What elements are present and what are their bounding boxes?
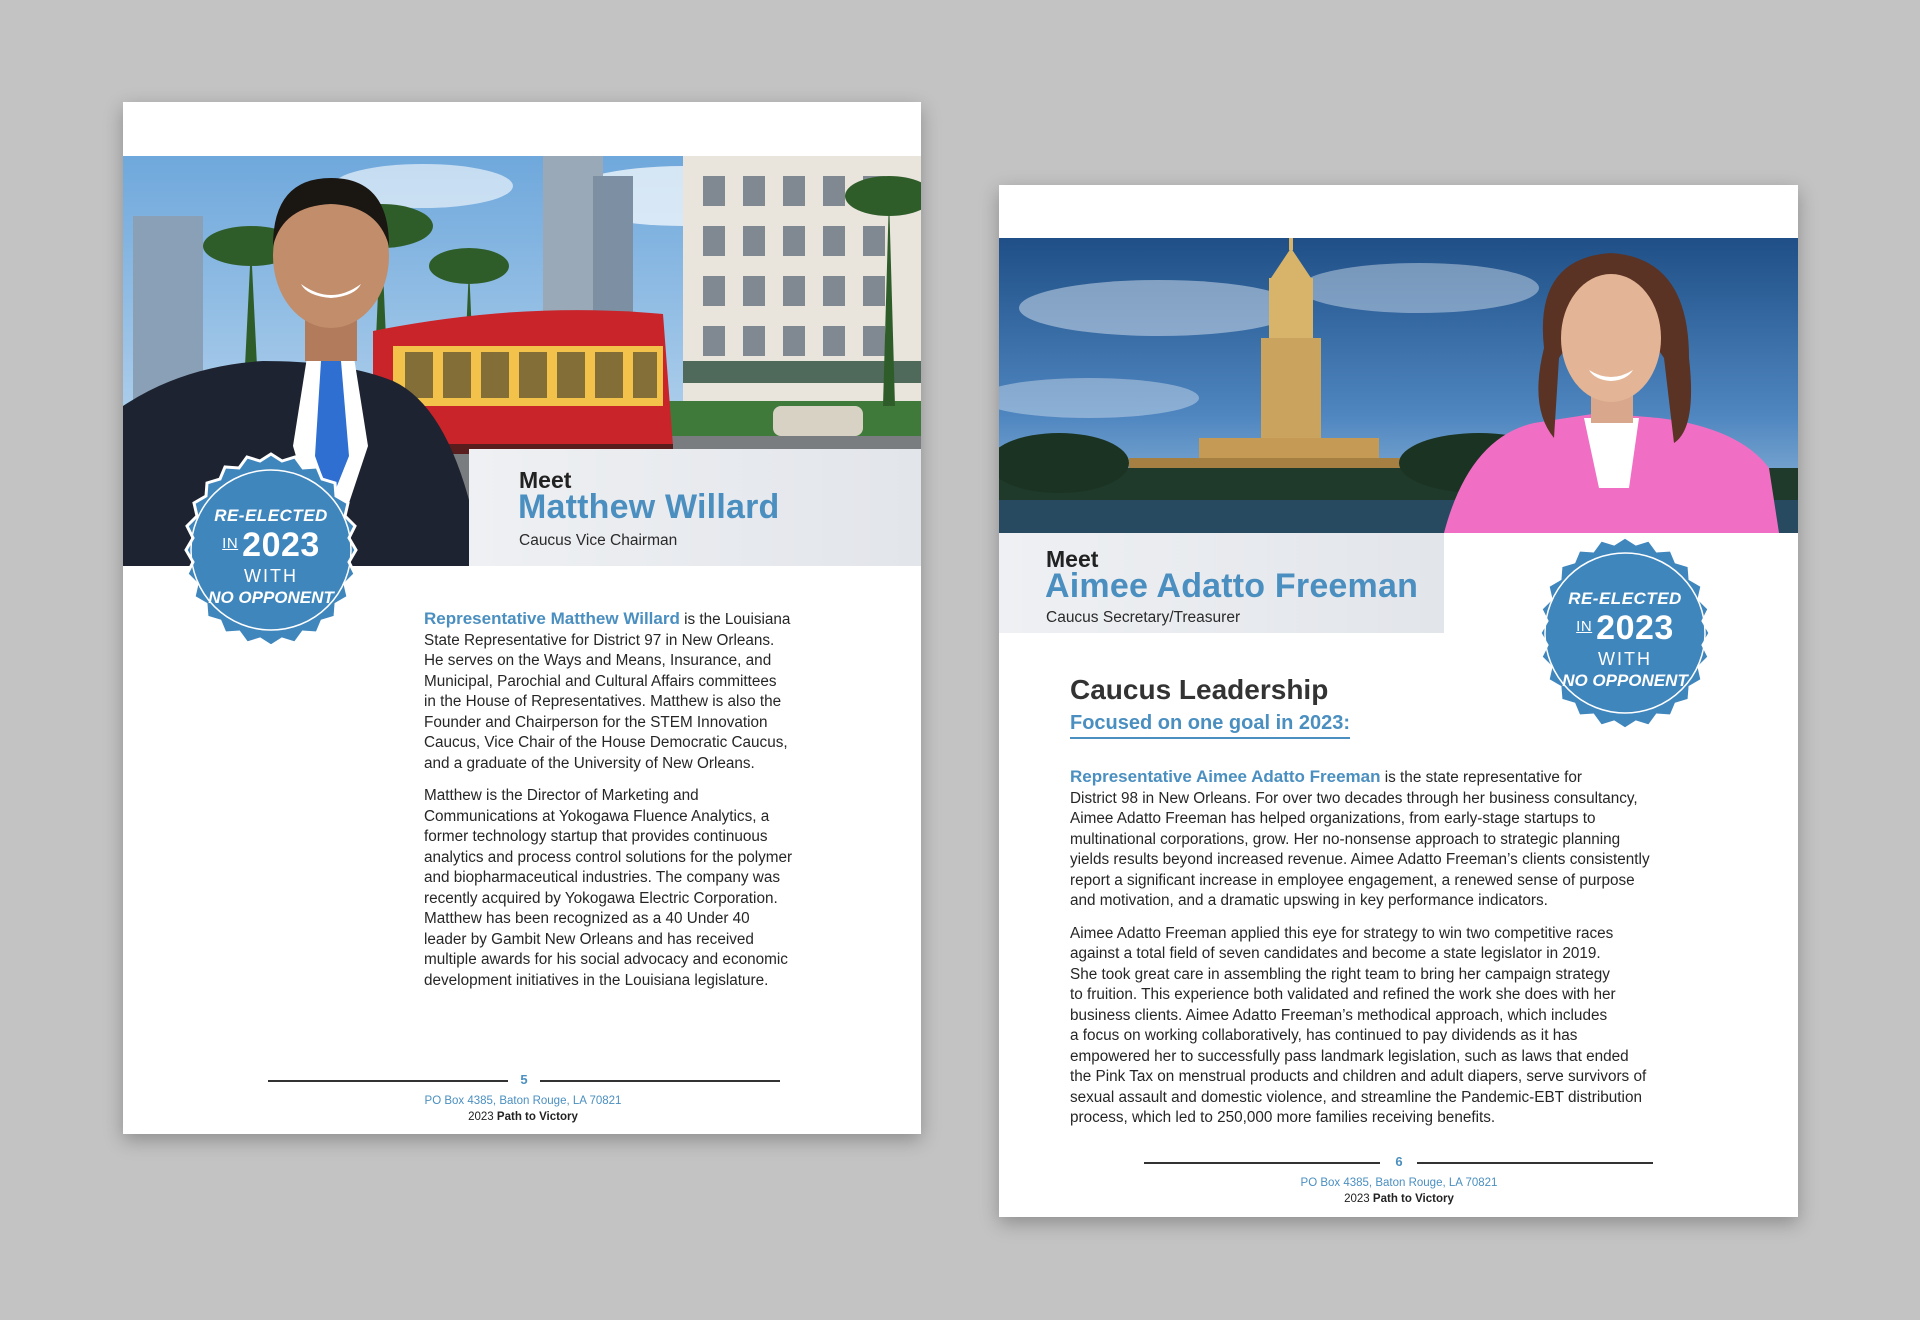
bio-paragraph-2: Aimee Adatto Freeman applied this eye for strategy to win two competitive races against a total field of seven candidates and become a state legislator in 2019. She took great care in assembling the right team to bring her campaign strategy to fruition. This experience both validated and refined the work she does with her business clients. Aimee Adatto Freeman’s methodical approach, which includes a focus on working collaboratively, has continued to pay dividends as it has empowered her to successfully pass landmark legislation, such as laws that ended the Pink Tax on menstrual products and children and adult diapers, serve survivors of sexual assault and domestic violence, and streamline the Pandemic-EBT distribution process, which led to 250,000 more families receiving benefits. (1070, 924, 1647, 1126)
representative-role: Caucus Secretary/Treasurer (1046, 609, 1241, 626)
footer-rule-right (1417, 1162, 1653, 1164)
bio-paragraph-2: Matthew is the Director of Marketing and Communications at Yokogawa Fluence Analytics, a former technology startup that provides continuous analytics and process control solutions for the polymer and biopharmaceutical industries. The company was recently acquired by Yokogawa Electric Corporation. Matthew has been recognized as a 40 Under 40 leader by Gambit New Orleans and has received multiple awards for his social advocacy and economic development initiatives in the Louisiana legislature. (424, 787, 793, 989)
section-subheading: Focused on one goal in 2023: (1070, 712, 1350, 739)
bio-paragraph-1: Representative Aimee Adatto Freeman is the state representative for District 98 in New Orleans. For over two decades through her business consultancy, Aimee Adatto Freeman has helped organizations, from early-stage startups to multinational corporations, grow. Her no-nonsense approach to strategic planning yields results beyond increased revenue. Aimee Adatto Freeman’s clients consistently report a significant increase in employee engagement, a renewed sense of purpose and motivation, and a dramatic upswing in key performance indicators. (1070, 767, 1650, 909)
bio-lead-name: Representative Aimee Adatto Freeman (1070, 767, 1381, 786)
badge-year-row (1527, 609, 1723, 648)
bio-paragraph-1: Representative Matthew Willard is the Louisiana State Representative for District 97 in New Orleans. He serves on the Ways and Means, Insurance, and Municipal, Parochial and Cultural Affairs committees in the House of Representatives. Matthew is also the Founder and Chairperson for the STEM Innovation Caucus, Vice Chair of the House Democratic Caucus, and a graduate of the University of New Orleans. (424, 609, 791, 772)
badge-in-text: IN (222, 535, 239, 552)
badge-reelected-text: RE-ELECTED (1568, 589, 1682, 608)
meet-label: Meet (1046, 546, 1099, 572)
footer-address: PO Box 4385, Baton Rouge, LA 70821 (1300, 1177, 1498, 1189)
representative-role: Caucus Vice Chairman (519, 532, 678, 549)
page-number: 6 (1395, 1154, 1403, 1169)
page-number: 5 (520, 1072, 528, 1087)
brochure-page-6 (999, 185, 1798, 1217)
hero-photo-louisiana-capitol (999, 238, 1798, 533)
bio-lead-name: Representative Matthew Willard (424, 609, 680, 628)
badge-with-text: WITH (244, 566, 298, 586)
badge-no-opponent-text: NO OPPONENT (1562, 671, 1688, 690)
re-elected-badge (1527, 535, 1723, 731)
footer-address: PO Box 4385, Baton Rouge, LA 70821 (424, 1095, 622, 1107)
footer-publication: 2023 Path to Victory (1344, 1193, 1454, 1205)
section-heading: Caucus Leadership (1070, 674, 1329, 705)
badge-with-text: WITH (1598, 649, 1652, 669)
re-elected-badge (173, 452, 369, 648)
footer-rule-left (1144, 1162, 1380, 1164)
meet-label: Meet (519, 467, 572, 493)
badge-reelected-text: RE-ELECTED (214, 506, 328, 525)
representative-name: Aimee Adatto Freeman (1045, 567, 1419, 605)
footer-rule-right (540, 1080, 780, 1082)
badge-year-row (173, 526, 369, 565)
bio-text (424, 609, 864, 1003)
footer-publication: 2023 Path to Victory (468, 1111, 578, 1123)
badge-in-text: IN (1576, 618, 1593, 635)
brochure-page-5 (123, 102, 921, 1134)
badge-year-text: 2023 (242, 526, 320, 564)
badge-year-text: 2023 (1596, 609, 1674, 647)
bio-text (1070, 767, 1750, 1141)
representative-name: Matthew Willard (518, 488, 780, 526)
badge-no-opponent-text: NO OPPONENT (208, 588, 334, 607)
footer-rule-left (268, 1080, 508, 1082)
